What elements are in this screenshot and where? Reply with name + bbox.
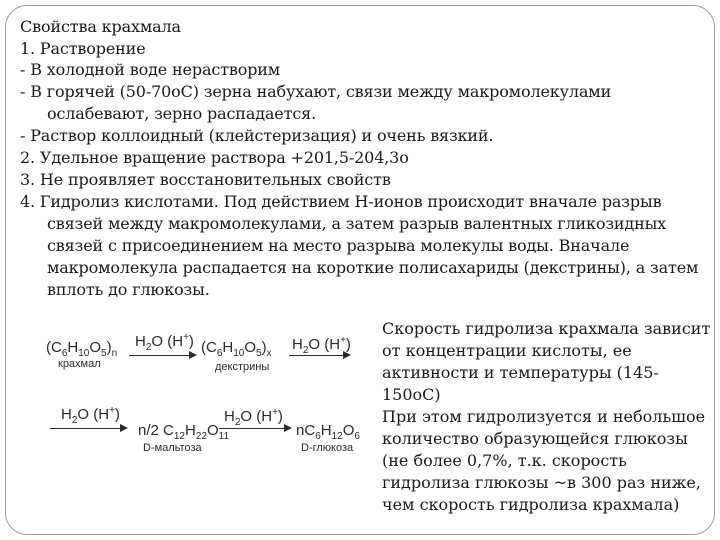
catalyst-label: $H_2O$ (H+) (224, 407, 283, 428)
text-line: макромолекула распадается на короткие полисахариды (декстрины), а затем (47, 258, 699, 277)
reaction-arrow (289, 355, 349, 356)
product-glucose-formula: $nC_6H_{12}O_6$ (296, 422, 360, 442)
product-dextrins-formula: $(C_6H_{10}O_5)_x$ (201, 339, 272, 359)
text-line: вплоть до глюкозы. (47, 280, 210, 299)
reactant-starch-formula: $(C_6H_{10}O_5)_n$ (46, 339, 118, 359)
note-line: (не более 0,7%, т.к. скорость (382, 451, 627, 470)
note-line: Скорость гидролиза крахмала зависит (382, 319, 711, 338)
catalyst-label: $H_2O$ (H+) (135, 332, 194, 353)
hydrolysis-note (382, 318, 712, 516)
note-line: чем скорость гидролиза крахмала) (382, 495, 680, 514)
text-line: связей между макромолекулами, а затем разрыв валентных гликозидных (47, 214, 667, 233)
product-dextrins-label: декстрины (215, 361, 270, 373)
reaction-arrow (129, 355, 195, 356)
note-line: активности и температуры (145- (382, 363, 659, 382)
note-line: 150оС) (382, 385, 441, 404)
text-line: - В горячей (50-70оС) зерна набухают, связи между макромолекулами (20, 82, 612, 101)
slide-title: Свойства крахмала (20, 17, 181, 36)
text-line: 1. Растворение (20, 39, 146, 58)
reactant-starch-label: крахмал (58, 358, 101, 370)
note-line: от концентрации кислоты, ее (382, 341, 632, 360)
text-line: - Раствор коллоидный (клейстеризация) и очень вязкий. (20, 126, 494, 145)
note-line: гидролиза глюкозы ~в 300 раз ниже, (382, 473, 701, 492)
text-line: - В холодной воде нерастворим (20, 60, 281, 79)
text-line: 2. Удельное вращение раствора +201,5-204,3о (20, 148, 409, 167)
note-line: При этом гидролизуется и небольшое (382, 407, 706, 426)
catalyst-label: $H_2O$ (H+) (61, 405, 120, 426)
product-glucose-label: D-глюкоза (301, 442, 354, 454)
text-line: связей с присоединением на место разрыва молекулы воды. Вначале (47, 236, 630, 255)
product-maltose-formula: n/2 $C_{12}H_{22}O_{11}$ (138, 422, 230, 442)
text-line: ослабевают, зерно распадается. (47, 104, 317, 123)
reaction-arrow (219, 428, 290, 429)
reaction-arrow (50, 428, 126, 429)
note-line: количество образующейся глюкозы (382, 429, 688, 448)
catalyst-label: $H_2O$ (H+) (292, 335, 351, 356)
product-maltose-label: D-мальтоза (143, 442, 202, 454)
text-line: 4. Гидролиз кислотами. Под действием Н-ионов происходит вначале разрыв (20, 192, 662, 211)
text-line: 3. Не проявляет восстановительных свойств (20, 170, 391, 189)
